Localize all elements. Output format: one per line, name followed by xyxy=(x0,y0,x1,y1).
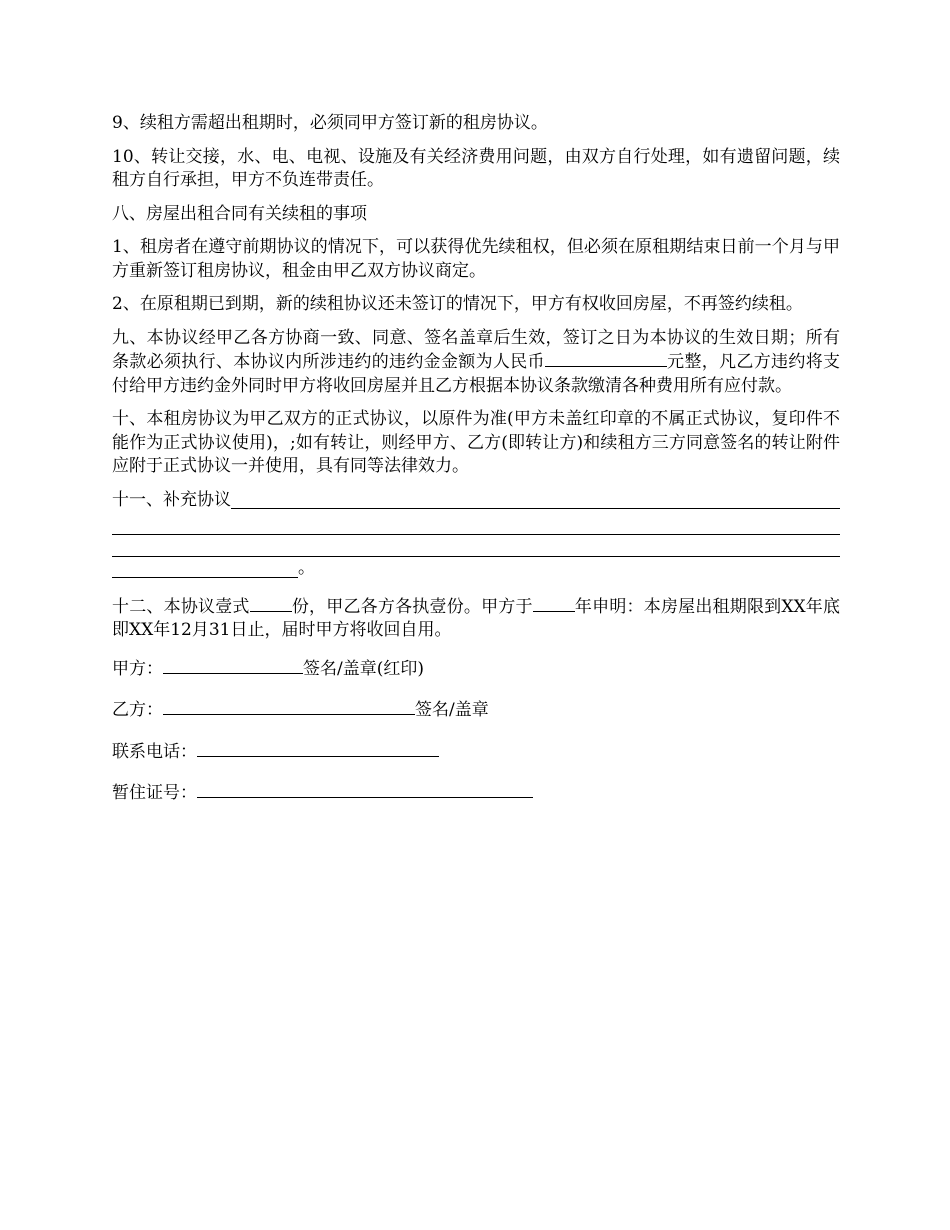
section-8-item-2: 2、在原租期已到期，新的续租协议还未签订的情况下，甲方有权收回房屋，不再签约续租。 xyxy=(112,294,803,314)
section-11 xyxy=(112,489,840,581)
supplement-first-line xyxy=(112,489,840,513)
section-12-text-1: 十二、本协议壹式 xyxy=(112,596,250,617)
party-b-signature xyxy=(112,698,840,723)
section-10: 十、本租房协议为甲乙双方的正式协议，以原件为准(甲方未盖红印章的不属正式协议，复印件不能作为正式协议使用)，;如有转让，则经甲方、乙方(即转让方)和续租方三方同意签名的转让附件应附于正式协议一并使用，具有同等法律效力。 xyxy=(112,409,840,476)
document-page xyxy=(112,112,840,823)
section-9-text-1: 九、本协议经甲乙各方协商一致、同意、签名盖章后生效，签订之日为本协议的生效日期；所有条款必须执行、本协议内所涉违约的违约金金额为人民币 xyxy=(112,327,840,372)
party-b-suffix: 签名/盖章 xyxy=(415,700,489,720)
contact-phone xyxy=(112,740,840,765)
section-9-text-2: 元整，凡乙方违约将支付给甲方违约金外同时甲方将收回房屋并且乙方根据本协议条款缴清各种费用所有应付款。 xyxy=(112,352,841,396)
party-b-label: 乙方： xyxy=(112,700,163,720)
section-11-label: 十一、补充协议 xyxy=(112,489,231,510)
party-a-blank[interactable] xyxy=(163,657,303,674)
section-12-text-3: 年申明：本房屋出租期限到XX年底即XX年12月31日止，届时甲方将收回自用。 xyxy=(112,596,840,640)
party-a-signature xyxy=(112,657,840,682)
phone-blank[interactable] xyxy=(197,740,439,757)
residence-permit xyxy=(112,781,840,806)
supplement-blank-1[interactable] xyxy=(231,490,840,509)
party-a-label: 甲方： xyxy=(112,658,163,679)
section-11-end: 。 xyxy=(298,558,315,578)
party-a-suffix: 签名/盖章(红印) xyxy=(303,658,424,679)
copies-blank[interactable] xyxy=(250,595,292,612)
section-12-text-2: 份，甲乙各方各执壹份。甲方于 xyxy=(291,596,533,617)
clause-9: 9、续租方需超出租期时，必须同甲方签订新的租房协议。 xyxy=(112,113,548,133)
phone-label: 联系电话： xyxy=(112,741,197,762)
section-8-title: 八、房屋出租合同有关续租的事项 xyxy=(112,203,367,224)
supplement-blank-3[interactable] xyxy=(112,534,840,558)
section-9 xyxy=(112,327,840,399)
supplement-last-line xyxy=(112,557,840,581)
supplement-blank-4[interactable] xyxy=(112,559,298,578)
permit-label: 暂住证号： xyxy=(112,783,197,803)
section-12 xyxy=(112,595,840,643)
section-8-item-1: 1、租房者在遵守前期协议的情况下，可以获得优先续租权，但必须在原租期结束日前一个月与甲方重新签订租房协议，租金由甲乙双方协议商定。 xyxy=(112,237,840,281)
declaration-year-blank[interactable] xyxy=(533,595,575,612)
clause-10: 10、转让交接，水、电、电视、设施及有关经济费用问题，由双方自行处理，如有遗留问题，续租方自行承担，甲方不负连带责任。 xyxy=(112,146,840,190)
penalty-amount-blank[interactable] xyxy=(545,350,667,367)
party-b-blank[interactable] xyxy=(163,698,415,715)
supplement-blank-2[interactable] xyxy=(112,511,840,535)
permit-blank[interactable] xyxy=(197,781,533,798)
